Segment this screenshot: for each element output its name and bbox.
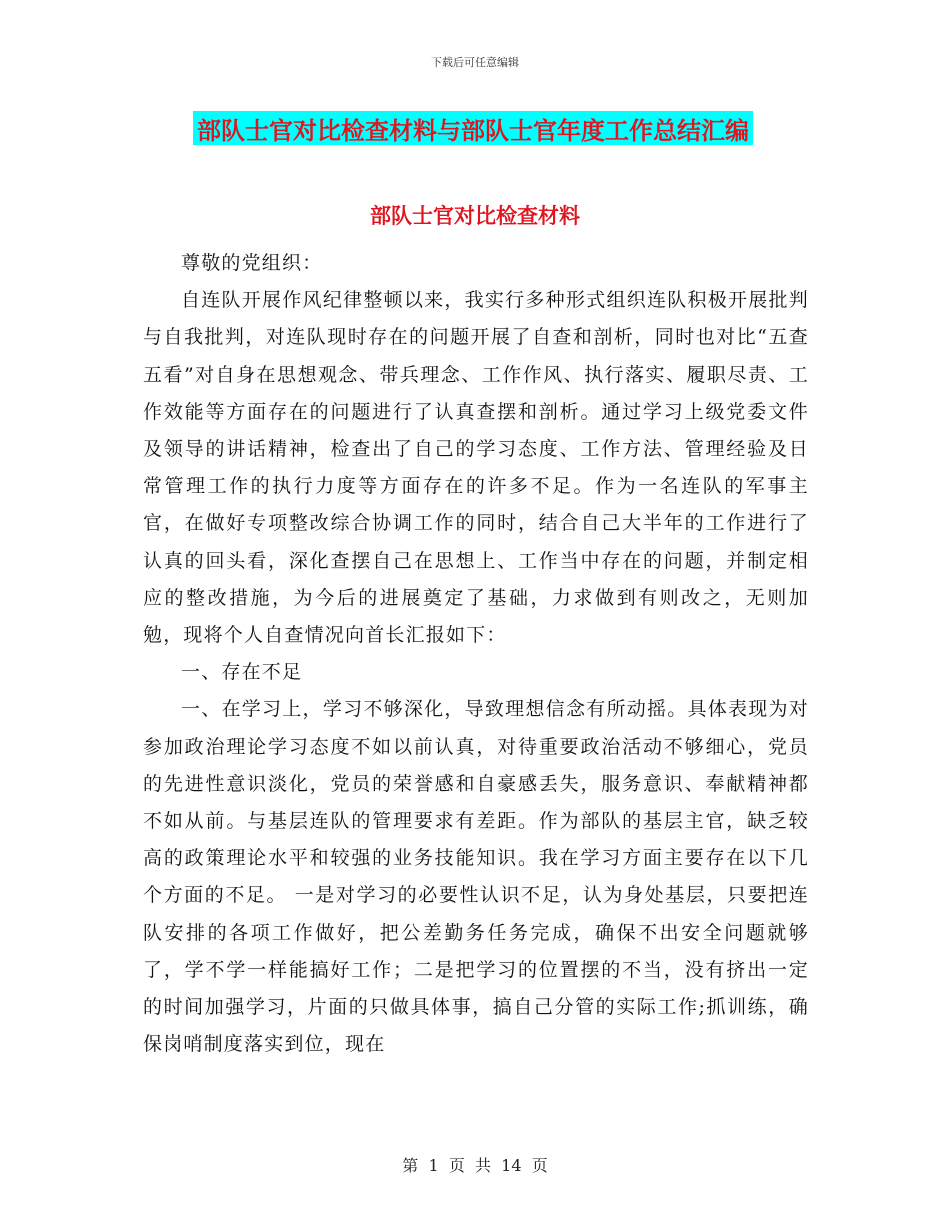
subsection-heading: 一、存在不足 xyxy=(181,661,303,684)
document-title: 部队士官对比检查材料与部队士官年度工作总结汇编 xyxy=(197,116,749,145)
body-paragraph: 一、在学习上，学习不够深化，导致理想信念有所动摇。具体表现为对参加政治理论学习态度不如以前认真，对待重要政治活动不够细心，党员的先进性意识淡化，党员的荣誉感和自豪感丢失，服务意识、奉献精神都不如从前。与基层连队的管理要求有差距。作为部队的基层主官，缺乏较高的政策理论水平和较强的业务技能知识。我在学习方面主要存在以下几个方面的不足。 一是对学习的必要性认识不足，认为身处基层，只要把连队安排的各项工作做好，把公差勤务任务完成，确保不出安全问题就够了，学不学一样能搞好工作；二是把学习的位置摆的不当，没有挤出一定的时间加强学习，片面的只做具体事，搞自己分管的实际工作;抓训练，确保岗哨制度落实到位，现在 xyxy=(143,698,809,1056)
document-body xyxy=(143,245,809,1063)
page-footer: 第 1 页 共 14 页 xyxy=(402,1156,548,1175)
body-paragraph: 自连队开展作风纪律整顿以来，我实行多种形式组织连队积极开展批判与自我批判，对连队现时存在的问题开展了自查和剖析，同时也对比“五查五看”对自身在思想观念、带兵理念、工作作风、执行落实、履职尽责、工作效能等方面存在的问题进行了认真查摆和剖析。通过学习上级党委文件及领导的讲话精神，检查出了自己的学习态度、工作方法、管理经验及日常管理工作的执行力度等方面存在的许多不足。作为一名连队的军事主官，在做好专项整改综合协调工作的同时，结合自己大半年的工作进行了认真的回头看，深化查摆自己在思想上、工作当中存在的问题，并制定相应的整改措施，为今后的进展奠定了基础，力求做到有则改之，无则加勉，现将个人自查情况向首长汇报如下： xyxy=(143,289,809,647)
salutation: 尊敬的党组织： xyxy=(181,252,323,274)
section-title: 部队士官对比检查材料 xyxy=(370,204,580,228)
document-title-highlight xyxy=(193,111,753,145)
header-note: 下载后可任意编辑 xyxy=(431,56,519,69)
